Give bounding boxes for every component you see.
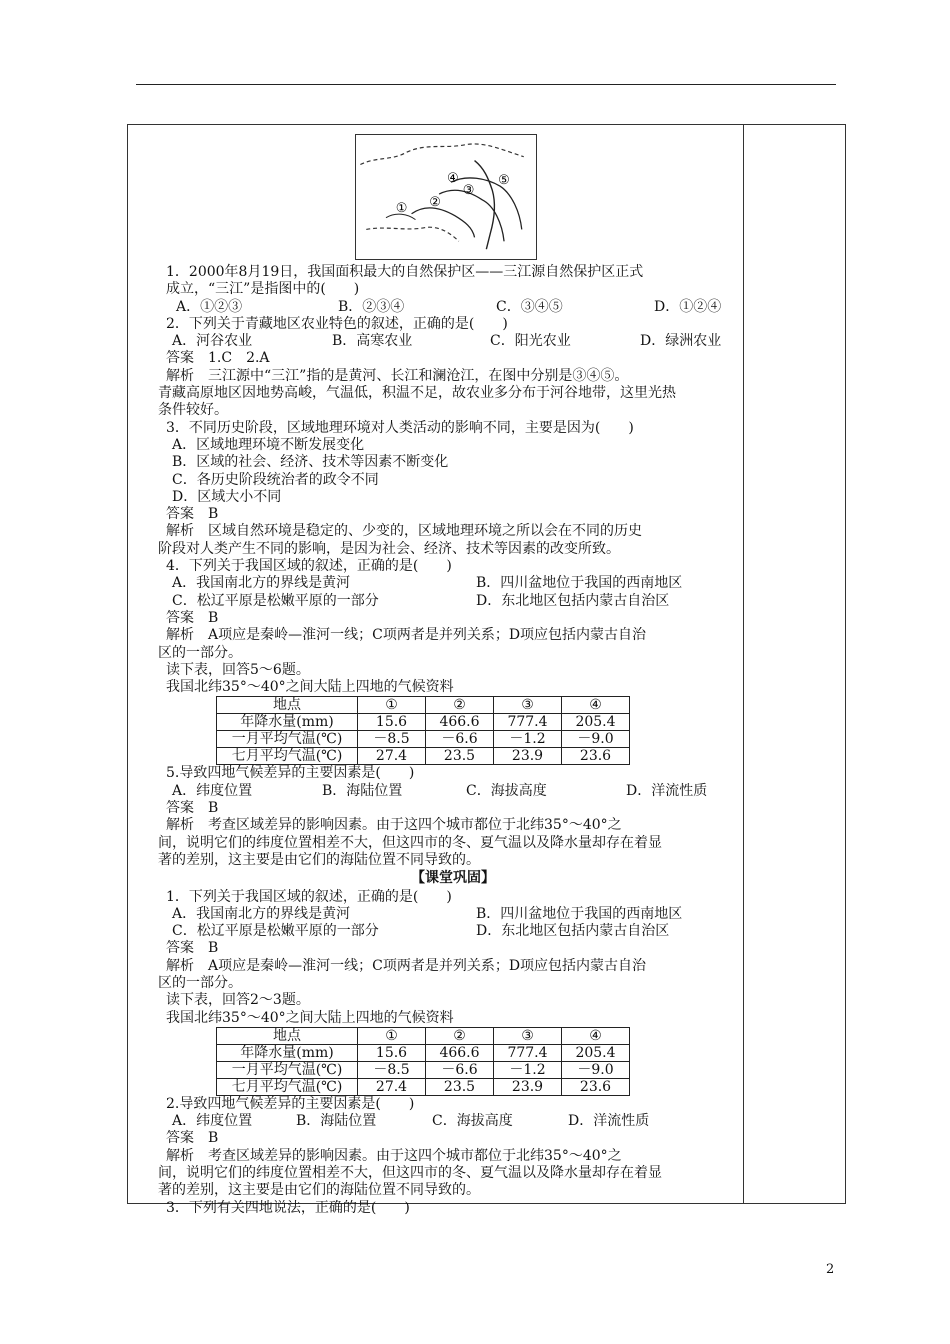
c2-option-d: D．洋流性质	[568, 1113, 650, 1130]
table-row	[217, 748, 630, 765]
table-cell: －8.5	[358, 1061, 426, 1078]
c-answer-1: 答案 B	[166, 940, 219, 957]
explanation-4-line2: 区的一部分。	[158, 644, 242, 661]
table-cell: 27.4	[358, 1078, 426, 1095]
c-explanation-2-line2: 间，说明它们的纬度位置相差不大，但这四市的冬、夏气温以及降水量却存在着显	[158, 1165, 662, 1182]
q3-option-c: C．各历史阶段统治者的政令不同	[172, 471, 379, 488]
map-label-5: ⑤	[498, 173, 510, 189]
table-header-cell: 地点	[217, 697, 358, 714]
q5-option-b: B．海陆位置	[322, 782, 403, 799]
q3-option-b: B．区域的社会、经济、技术等因素不断变化	[172, 454, 449, 471]
climate-table-1	[216, 696, 630, 765]
answer-3: 答案 B	[166, 506, 219, 523]
explanation-5-line3: 著的差别，这主要是由它们的海陆位置不同导致的。	[158, 851, 480, 868]
q1-option-c: C．③④⑤	[496, 298, 563, 315]
explanation-4-line1: 解析 A项应是秦岭—淮河一线；C项两者是并列关系；D项应包括内蒙古自治	[166, 627, 647, 644]
q4-option-d: D．东北地区包括内蒙古自治区	[476, 592, 670, 609]
c2-option-c: C．海拔高度	[432, 1113, 513, 1130]
c2-option-b: B．海陆位置	[296, 1113, 377, 1130]
table-row	[217, 714, 630, 731]
three-rivers-map	[355, 134, 537, 260]
q2-stem: 2．下列关于青藏地区农业特色的叙述，正确的是( )	[166, 315, 508, 332]
c-explanation-1-line1: 解析 A项应是秦岭—淮河一线；C项两者是并列关系；D项应包括内蒙古自治	[166, 957, 647, 974]
climate-table-2	[216, 1027, 630, 1096]
table-cell: 466.6	[426, 714, 494, 731]
table-cell: 466.6	[426, 1044, 494, 1061]
c2-option-a: A．纬度位置	[172, 1113, 253, 1130]
table-cell: 23.5	[426, 748, 494, 765]
river-line-d	[475, 161, 495, 250]
q4-options-row2	[166, 593, 740, 610]
q4-option-a: A．我国南北方的界线是黄河	[172, 575, 351, 592]
c-explanation-2-line3: 著的差别，这主要是由它们的海陆位置不同导致的。	[158, 1182, 480, 1199]
table-header-cell: ①	[358, 697, 426, 714]
q4-stem: 4．下列关于我国区域的叙述，正确的是( )	[166, 558, 452, 575]
table-header-cell: ④	[562, 697, 630, 714]
c-answer-2: 答案 B	[166, 1130, 219, 1147]
table-cell: 15.6	[358, 714, 426, 731]
table-row	[217, 1044, 630, 1061]
table-header-cell: 地点	[217, 1027, 358, 1044]
q4-option-c: C．松辽平原是松嫩平原的一部分	[172, 592, 379, 609]
header-rule	[136, 84, 836, 85]
q3-option-a: A．区域地理环境不断发展变化	[172, 436, 365, 453]
map-label-3: ③	[462, 183, 475, 199]
c2-stem: 2.导致四地气候差异的主要因素是( )	[166, 1095, 415, 1112]
q2-option-c: C．阳光农业	[490, 333, 571, 350]
q1-option-b: B．②③④	[338, 298, 405, 315]
explanation-3-line1: 解析 区域自然环境是稳定的、少变的，区域地理环境之所以会在不同的历史	[166, 523, 642, 540]
c1-stem: 1．下列关于我国区域的叙述，正确的是( )	[166, 888, 452, 905]
river-line-c	[451, 178, 522, 230]
table-cell: 777.4	[494, 1044, 562, 1061]
answer-5: 答案 B	[166, 800, 219, 817]
table-cell: 23.6	[562, 748, 630, 765]
q1-stem-line1: 1．2000年8月19日，我国面积最大的自然保护区——三江源自然保护区正式	[166, 264, 644, 280]
climate-table-title-2: 我国北纬35°～40°之间大陆上四地的气候资料	[166, 1009, 454, 1026]
map-label-1: ①	[395, 200, 408, 216]
table-cell: 27.4	[358, 748, 426, 765]
q5-option-a: A．纬度位置	[172, 782, 253, 799]
table-cell: 205.4	[562, 1044, 630, 1061]
table-header-cell: ③	[494, 697, 562, 714]
table-cell: 23.6	[562, 1078, 630, 1095]
table-cell: －6.6	[426, 731, 494, 748]
q2-option-d: D．绿洲农业	[640, 333, 722, 350]
explanation-1-2-line1: 解析 三江源中“三江”指的是黄河、长江和澜沧江，在图中分别是③④⑤。	[166, 367, 629, 384]
explanation-3-line2: 阶段对人类产生不同的影响，是因为社会、经济、技术等因素的改变所致。	[158, 540, 620, 557]
explanation-5-line2: 间，说明它们的纬度位置相差不大，但这四市的冬、夏气温以及降水量却存在着显	[158, 834, 662, 851]
map-drawing	[356, 135, 536, 259]
table-cell: －1.2	[494, 731, 562, 748]
table-cell: 205.4	[562, 714, 630, 731]
read-table-instruction-1: 读下表，回答5～6题。	[166, 661, 310, 678]
table-cell: 年降水量(mm)	[217, 714, 358, 731]
q5-option-d: D．洋流性质	[626, 782, 708, 799]
c2-options	[166, 1113, 740, 1130]
c-explanation-1-line2: 区的一部分。	[158, 974, 242, 991]
map-label-2: ②	[429, 194, 441, 210]
table-row	[217, 1078, 630, 1095]
table-header-cell: ①	[358, 1027, 426, 1044]
table-header-row	[217, 697, 630, 714]
table-cell: －9.0	[562, 1061, 630, 1078]
q1-option-d: D．①②④	[654, 298, 722, 315]
c3-stem: 3．下列有关四地说法，正确的是( )	[166, 1199, 410, 1216]
q4-options-row1	[166, 575, 740, 592]
table-cell: －6.6	[426, 1061, 494, 1078]
q1-options	[166, 299, 740, 316]
table-header-cell: ②	[426, 697, 494, 714]
section-heading: 【课堂巩固】	[411, 870, 495, 887]
table-cell: 23.9	[494, 748, 562, 765]
q2-option-b: B．高寒农业	[332, 333, 413, 350]
notes-column	[744, 124, 846, 1204]
c1-option-a: A．我国南北方的界线是黄河	[172, 905, 351, 922]
table-cell: 一月平均气温(℃)	[217, 1061, 358, 1078]
table-cell: 23.5	[426, 1078, 494, 1095]
q4-option-b: B．四川盆地位于我国的西南地区	[476, 575, 683, 592]
q3-option-d: D．区域大小不同	[172, 488, 282, 505]
river-line-a	[412, 208, 475, 237]
read-table-instruction-2: 读下表，回答2～3题。	[166, 992, 310, 1009]
table-header-cell: ③	[494, 1027, 562, 1044]
explanation-5-line1: 解析 考查区域差异的影响因素。由于这四个城市都位于北纬35°～40°之	[166, 817, 622, 834]
table-cell: －8.5	[358, 731, 426, 748]
c1-options-row1	[166, 906, 740, 923]
answer-1-2: 答案 1.C 2.A	[166, 350, 270, 367]
table-cell: 一月平均气温(℃)	[217, 731, 358, 748]
q3-stem: 3．不同历史阶段，区域地理环境对人类活动的影响不同，主要是因为( )	[166, 419, 634, 436]
q2-options	[166, 333, 740, 350]
table-header-cell: ④	[562, 1027, 630, 1044]
map-label-4: ④	[446, 171, 459, 187]
explanation-1-2-line2: 青藏高原地区因地势高峻，气温低，积温不足，故农业多分布于河谷地带，这里光热	[158, 385, 676, 402]
map-boundary-north	[360, 144, 523, 165]
worksheet-content	[158, 264, 740, 1217]
c1-option-d: D．东北地区包括内蒙古自治区	[476, 923, 670, 940]
q2-option-a: A．河谷农业	[172, 333, 253, 350]
table-cell: 15.6	[358, 1044, 426, 1061]
q5-stem: 5.导致四地气候差异的主要因素是( )	[166, 765, 415, 782]
table-cell: －9.0	[562, 731, 630, 748]
c1-option-c: C．松辽平原是松嫩平原的一部分	[172, 923, 379, 940]
explanation-1-2-line3: 条件较好。	[158, 402, 228, 419]
table-row	[217, 731, 630, 748]
page-number: 2	[826, 1262, 835, 1277]
table-row	[217, 1061, 630, 1078]
q1-option-a: A．①②③	[176, 298, 243, 315]
c1-options-row2	[166, 923, 740, 940]
table-cell: 777.4	[494, 714, 562, 731]
q5-options	[166, 783, 740, 800]
map-boundary-south	[366, 227, 459, 241]
table-cell: 七月平均气温(℃)	[217, 748, 358, 765]
table-cell: 23.9	[494, 1078, 562, 1095]
table-cell: －1.2	[494, 1061, 562, 1078]
table-cell: 七月平均气温(℃)	[217, 1078, 358, 1095]
answer-4: 答案 B	[166, 609, 219, 626]
c1-option-b: B．四川盆地位于我国的西南地区	[476, 905, 683, 922]
c-explanation-2-line1: 解析 考查区域差异的影响因素。由于这四个城市都位于北纬35°～40°之	[166, 1147, 622, 1164]
table-header-row	[217, 1027, 630, 1044]
table-header-cell: ②	[426, 1027, 494, 1044]
q5-option-c: C．海拔高度	[466, 782, 547, 799]
table-cell: 年降水量(mm)	[217, 1044, 358, 1061]
q1-stem-line2: 成立，“三江”是指图中的( )	[166, 281, 360, 298]
climate-table-title-1: 我国北纬35°～40°之间大陆上四地的气候资料	[166, 679, 454, 696]
